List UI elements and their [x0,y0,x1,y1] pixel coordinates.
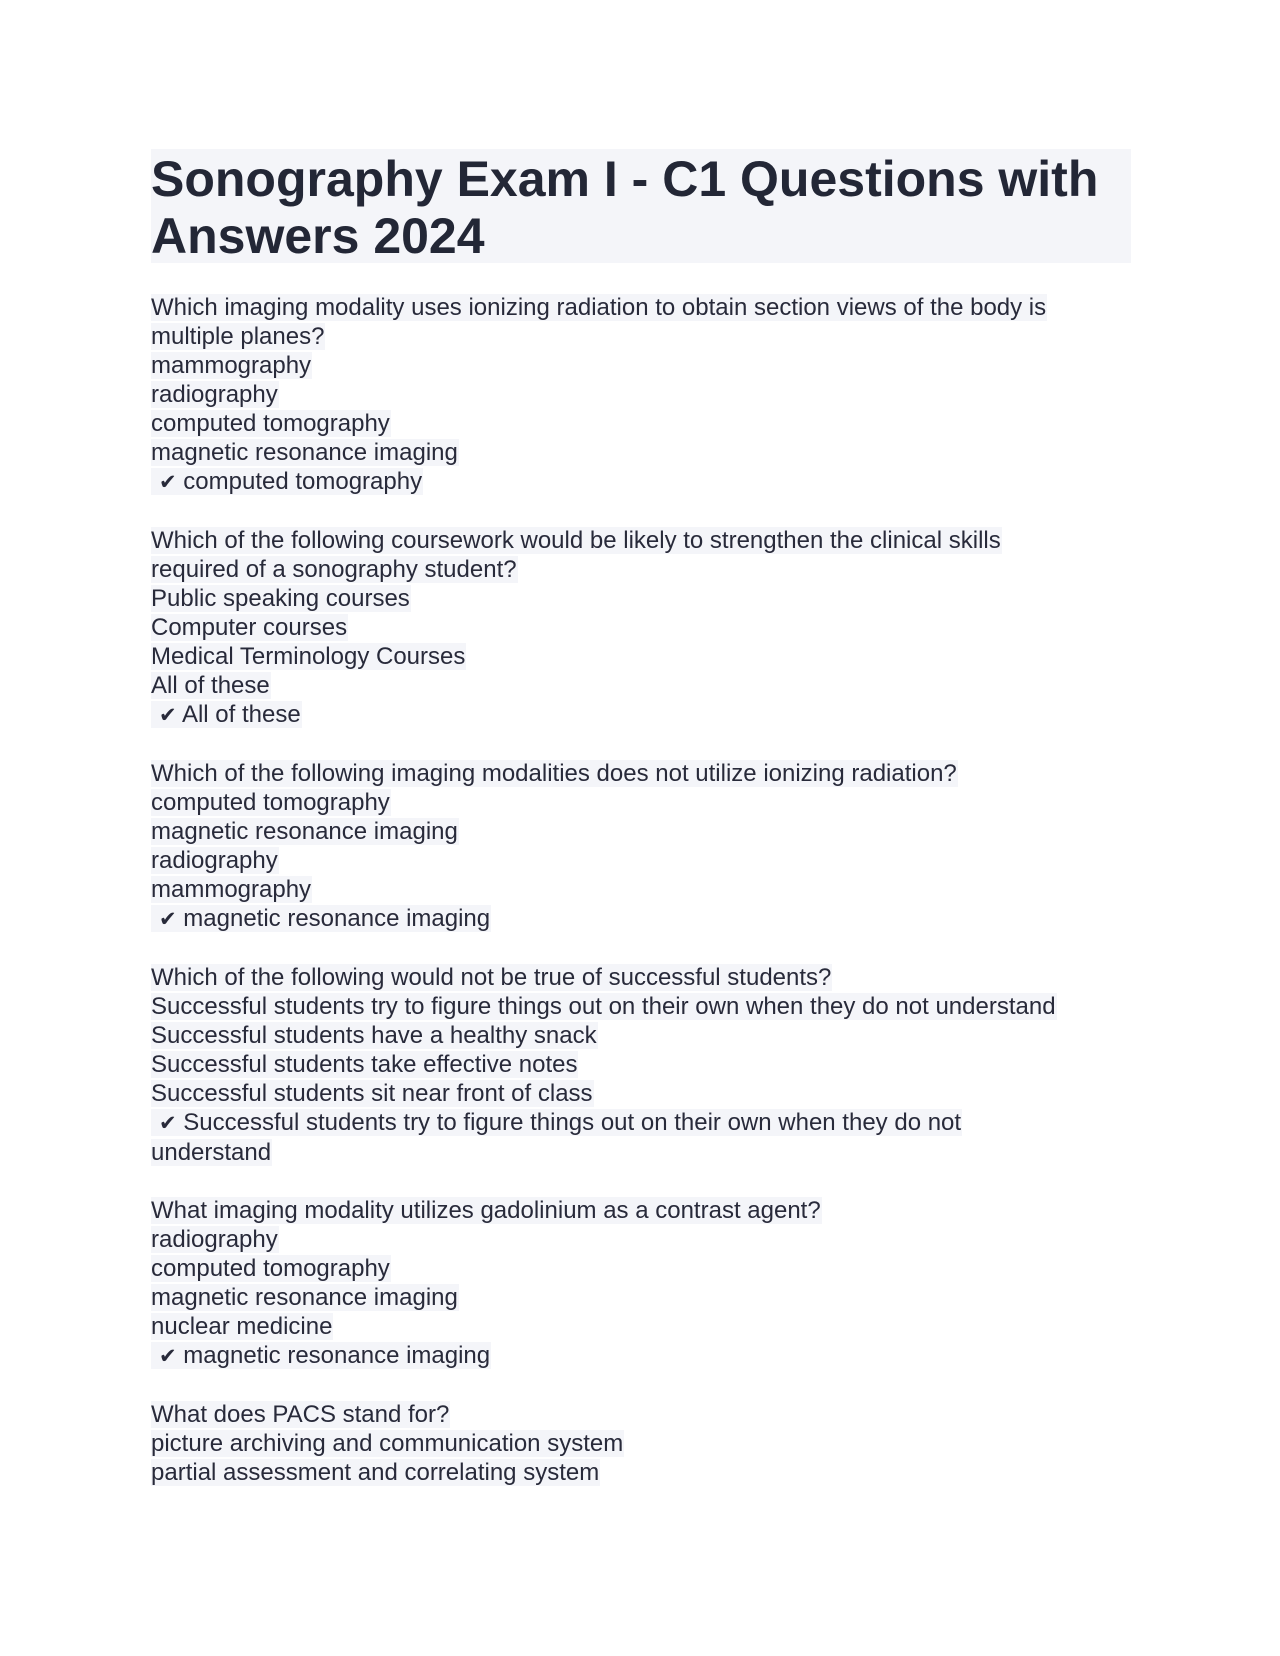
checkmark-icon: ✔ [159,907,177,931]
answer-option: magnetic resonance imaging [151,1284,458,1311]
answer-option: Successful students sit near front of class [151,1080,593,1107]
answer-option: Successful students have a healthy snack [151,1022,597,1049]
question-block [151,963,1131,1167]
correct-answer [151,1341,1131,1371]
answer-option: picture archiving and communication system [151,1430,624,1457]
correct-answer-continuation: understand [151,1139,272,1166]
answer-option: nuclear medicine [151,1313,333,1340]
title-box [151,149,1131,263]
answer-option: radiography [151,381,278,408]
question-block [151,526,1131,730]
answer-option: mammography [151,352,312,379]
checkmark-icon: ✔ [159,1344,177,1368]
question-block [151,293,1131,497]
answer-option: Successful students take effective notes [151,1051,578,1078]
question-block [151,759,1131,934]
question-text-line: Which imaging modality uses ionizing radiation to obtain section views of the body is [151,294,1047,321]
answer-option: radiography [151,847,278,874]
question-block [151,1400,1131,1487]
correct-answer-text: magnetic resonance imaging [183,905,491,932]
checkmark-icon: ✔ [159,1111,177,1135]
question-text-line: Which of the following coursework would be likely to strengthen the clinical skills [151,527,1001,554]
correct-answer [151,904,1131,934]
correct-answer [151,467,1131,497]
correct-answer-text: computed tomography [183,468,423,495]
checkmark-icon: ✔ [159,470,177,494]
answer-option: Medical Terminology Courses [151,643,466,670]
checkmark-icon: ✔ [159,703,177,727]
answer-option: mammography [151,876,312,903]
document-page [151,149,1131,1516]
question-text-line: multiple planes? [151,323,325,350]
answer-option: magnetic resonance imaging [151,439,458,466]
question-text-line: What imaging modality utilizes gadolinium as a contrast agent? [151,1197,821,1224]
question-text-line: required of a sonography student? [151,556,517,583]
document-title: Sonography Exam I - C1 Questions with Answers 2024 [151,151,1099,264]
answer-option: magnetic resonance imaging [151,818,458,845]
question-text-line: Which of the following imaging modalities does not utilize ionizing radiation? [151,760,957,787]
question-block [151,1196,1131,1371]
answer-option: Successful students try to figure things out on their own when they do not understand [151,993,1056,1020]
answer-option: computed tomography [151,1255,390,1282]
answer-option: radiography [151,1226,278,1253]
answer-option: computed tomography [151,789,390,816]
correct-answer-text: All of these [181,701,301,728]
answer-option: partial assessment and correlating system [151,1459,600,1486]
answer-option: computed tomography [151,410,390,437]
answer-option: Computer courses [151,614,348,641]
question-text-line: What does PACS stand for? [151,1401,450,1428]
question-text-line: Which of the following would not be true of successful students? [151,964,832,991]
correct-answer-text: magnetic resonance imaging [183,1342,491,1369]
correct-answer [151,700,1131,730]
question-list [151,293,1131,1487]
answer-option: Public speaking courses [151,585,410,612]
answer-option: All of these [151,672,270,699]
correct-answer-text: Successful students try to figure things out on their own when they do not [183,1109,962,1136]
correct-answer [151,1108,1131,1138]
